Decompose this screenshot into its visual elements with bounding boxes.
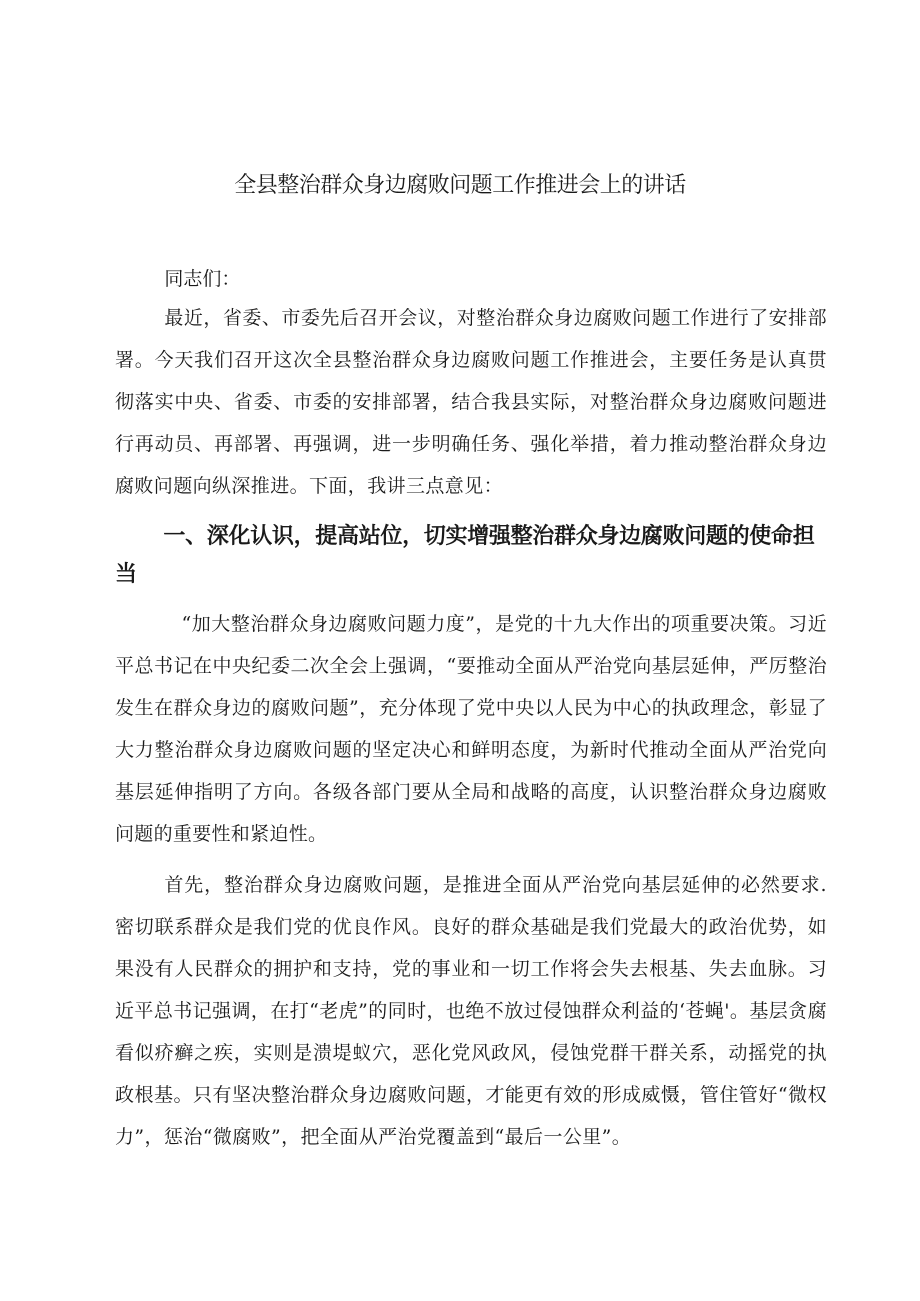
salutation: 同志们： bbox=[164, 268, 241, 290]
section-heading-1: 一、深化认识，提高站位，切实增强整治群众身边腐败问题的使命担当 bbox=[115, 524, 815, 587]
section1-paragraph-1: “加大整治群众身边腐败问题力度”，是党的十九大作出的项重要决策。习近平总书记在中央纪委二次全会上强调，“要推动全面从严治党向基层延伸，严厉整治发生在群众身边的腐败问题”，充分体现了党中央以人民为中心的执政理念，彰显了大力整治群众身边腐败问题的坚定决心和鲜明态度，为新时代推动全面从严治党向基层延伸指明了方向。各级各部门要从全局和战略的高度，认识整治群众身边腐败问题的重要性和紧迫性。 bbox=[115, 613, 827, 845]
document-title: 全县整治群众身边腐败问题工作推进会上的讲话 bbox=[234, 173, 686, 198]
opening-paragraph: 最近，省委、市委先后召开会议，对整治群众身边腐败问题工作进行了安排部署。今天我们召开这次全县整治群众身边腐败问题工作推进会，主要任务是认真贯彻落实中央、省委、市委的安排部署，结合我县实际，对整治群众身边腐败问题进行再动员、再部署、再强调，进一步明确任务、强化举措，着力推动整治群众身边腐败问题向纵深推进。下面，我讲三点意见： bbox=[115, 307, 827, 497]
section1-paragraph-2: 首先，整治群众身边腐败问题，是推进全面从严治党向基层延伸的必然要求.密切联系群众是我们党的优良作风。良好的群众基础是我们党最大的政治优势，如果没有人民群众的拥护和支持，党的事业和一切工作将会失去根基、失去血脉。习近平总书记强调，在打“老虎”的同时，也绝不放过侵蚀群众利益的‘苍蝇'。基层贪腐看似疥癣之疾，实则是溃堤蚁穴，恶化党风政风，侵蚀党群干群关系，动摇党的执政根基。只有坚决整治群众身边腐败问题，才能更有效的形成威慑，管住管好“微权力”，惩治“微腐败”，把全面从严治党覆盖到“最后一公里”。 bbox=[115, 874, 827, 1148]
